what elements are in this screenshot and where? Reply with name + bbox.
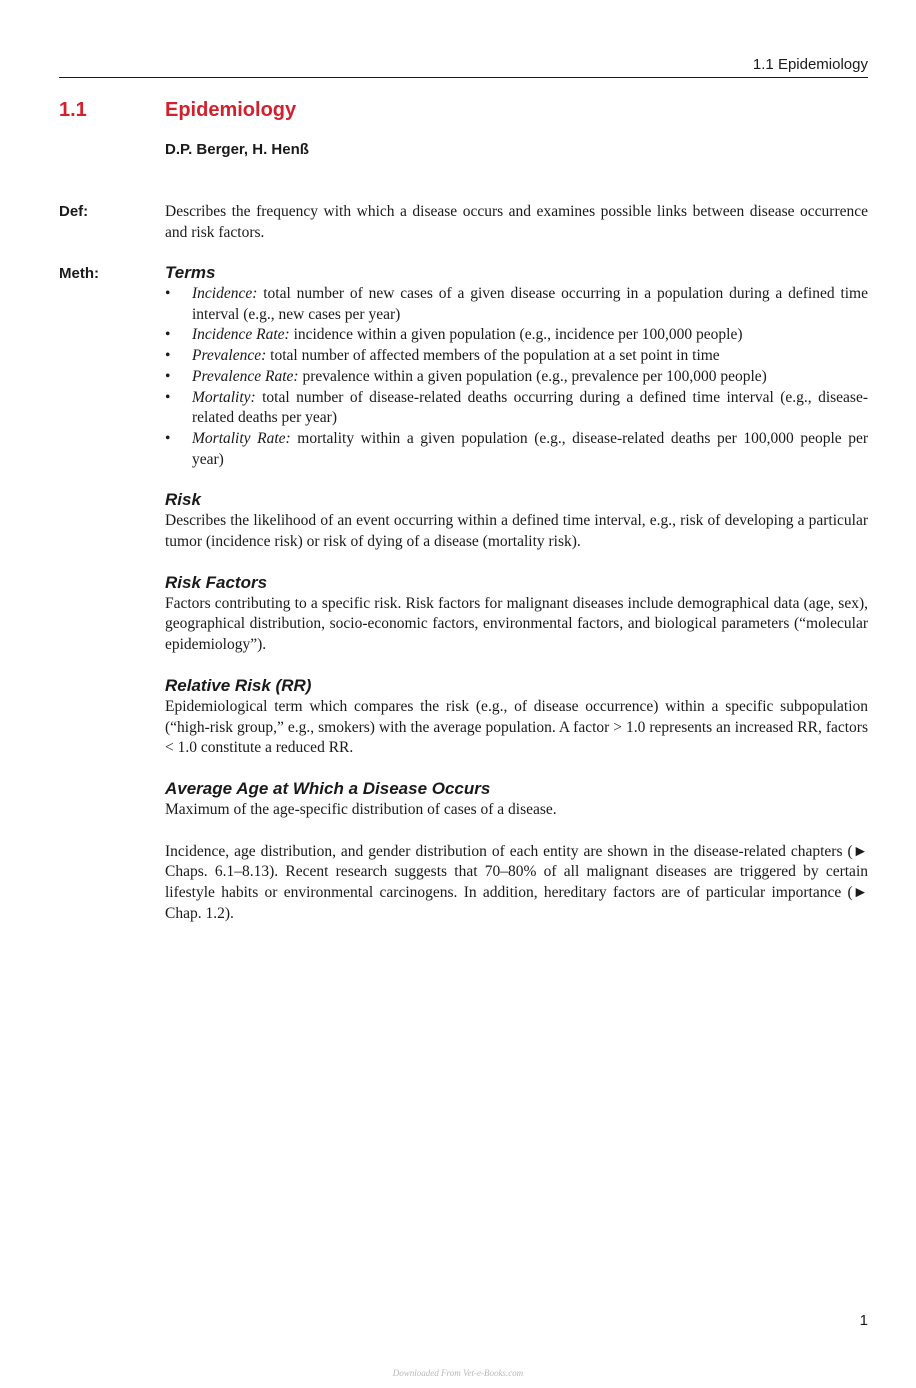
term-name: Incidence Rate: <box>192 326 290 344</box>
page-number: 1 <box>859 1312 868 1329</box>
bullet-icon: • <box>165 429 171 447</box>
running-head: 1.1 Epidemiology <box>752 56 868 73</box>
relative-risk-text: Epidemiological term which compares the risk (e.g., of disease occurrence) within a specific subpopulation (“high-risk group,” e.g., smokers) with the average population. A factor > 1.0 represents an increased RR, factors < 1.0 constitute a reduced RR. <box>165 697 868 757</box>
term-name: Prevalence Rate: <box>192 367 299 385</box>
term-definition: mortality within a given population (e.g., disease-related deaths per 100,000 people per year) <box>192 429 869 468</box>
list-item <box>165 325 868 346</box>
term-definition: total number of new cases of a given disease occurring in a population during a defined time interval (e.g., new cases per year) <box>192 285 868 323</box>
def-label: Def: <box>59 203 89 220</box>
term-name: Mortality Rate: <box>192 429 291 447</box>
term-name: Mortality: <box>192 388 256 406</box>
section-number: 1.1 <box>59 99 87 121</box>
risk-heading: Risk <box>165 490 201 510</box>
term-definition: prevalence within a given population (e.g., prevalence per 100,000 people) <box>298 367 767 385</box>
bullet-icon: • <box>165 367 171 385</box>
header-rule <box>59 77 868 78</box>
list-item <box>165 284 868 325</box>
watermark: Downloaded From Vet-e-Books.com <box>392 1368 524 1378</box>
average-age-heading: Average Age at Which a Disease Occurs <box>165 778 491 798</box>
term-definition: incidence within a given population (e.g., incidence per 100,000 people) <box>289 326 743 344</box>
meth-label: Meth: <box>59 265 99 282</box>
term-definition: total number of affected members of the population at a set point in time <box>266 347 720 365</box>
bullet-icon: • <box>165 326 171 344</box>
relative-risk-heading: Relative Risk (RR) <box>165 675 312 695</box>
bullet-icon: • <box>165 388 171 406</box>
list-item <box>165 429 868 470</box>
meth-block <box>165 262 868 924</box>
terms-list <box>165 284 868 470</box>
def-block <box>165 202 868 243</box>
term-name: Incidence: <box>192 285 258 302</box>
term-name: Prevalence: <box>192 347 267 365</box>
average-age-text: Maximum of the age-specific distribution of cases of a disease. <box>165 800 557 818</box>
bullet-icon: • <box>165 347 171 365</box>
list-item <box>165 367 868 388</box>
authors: D.P. Berger, H. Henß <box>165 141 309 158</box>
list-item <box>165 388 868 429</box>
list-item <box>165 346 868 367</box>
closing-paragraph: Incidence, age distribution, and gender distribution of each entity are shown in the disease-related chapters (► Chaps. 6.1–8.13). Recent research suggests that 70–80% of all malignant diseases are triggered by certain lifestyle habits or environmental carcinogens. In addition, hereditary factors are of particular importance (► Chap. 1.2). <box>165 842 868 922</box>
risk-text: Describes the likelihood of an event occurring within a defined time interval, e.g., risk of developing a particular tumor (incidence risk) or risk of dying of a disease (mortality risk). <box>165 512 868 551</box>
risk-factors-heading: Risk Factors <box>165 572 268 592</box>
term-definition: total number of disease-related deaths occurring during a defined time interval (e.g., disease-related deaths per year) <box>192 388 868 427</box>
bullet-icon: • <box>165 285 171 302</box>
risk-factors-text: Factors contributing to a specific risk. Risk factors for malignant diseases include demographical data (age, sex), geographical distribution, socio-economic factors, environmental factors, and biological parameters (“molecular epidemiology”). <box>165 594 868 654</box>
section-title: Epidemiology <box>165 99 297 121</box>
terms-heading: Terms <box>165 263 216 282</box>
def-text: Describes the frequency with which a disease occurs and examines possible links between disease occurrence and risk factors. <box>165 203 868 241</box>
